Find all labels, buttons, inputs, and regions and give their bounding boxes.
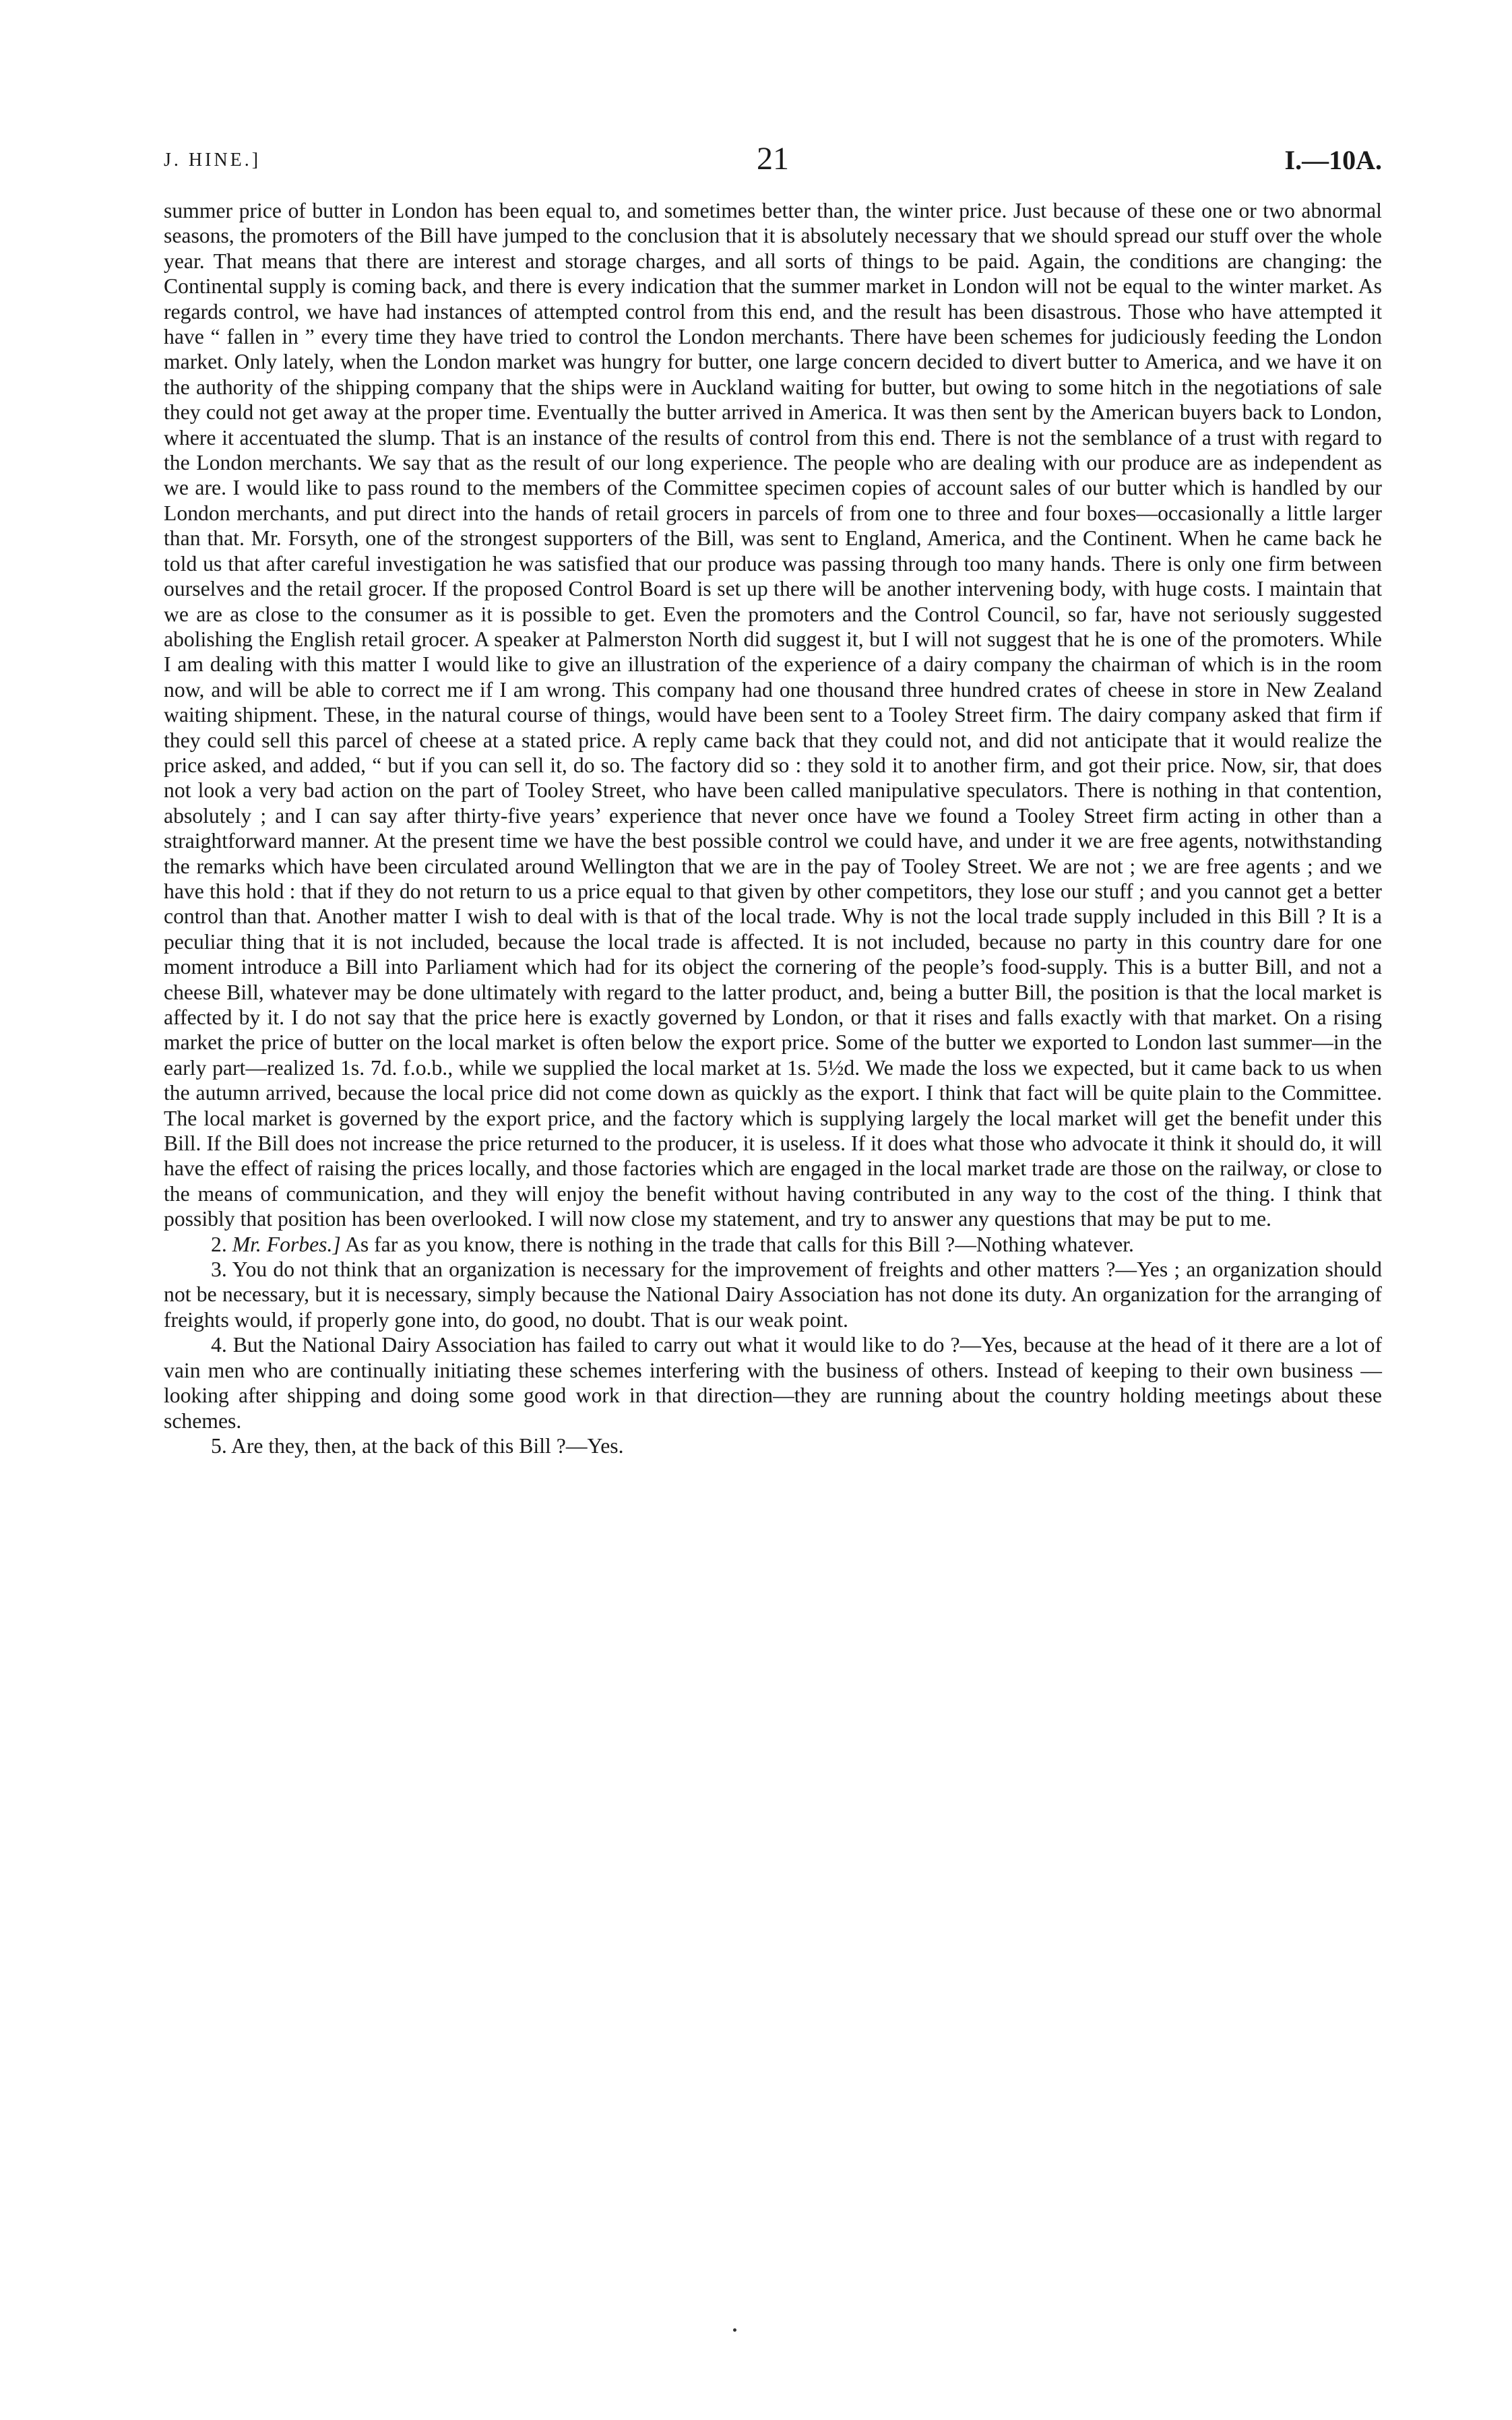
question-number: 2. bbox=[211, 1232, 227, 1256]
header-witness-name: J. HINE.] bbox=[164, 150, 261, 170]
print-speck bbox=[733, 2328, 736, 2332]
question-2 bbox=[164, 1232, 1382, 1257]
question-5 bbox=[164, 1433, 1382, 1458]
evidence-text bbox=[164, 198, 1382, 1458]
question-answer-text: Are they, then, at the back of this Bill ?—Yes. bbox=[230, 1433, 624, 1458]
questioner-name: Mr. Forbes.] bbox=[232, 1232, 341, 1256]
question-answer-text: You do not think that an organization is necessary for the improvement of freights and other matters ?—Yes ; an organization should not be necessary, but it is necessary, simply because the National Dairy Association has not done its duty. An organization for the arranging of freights would, if properly gone into, do good, no doubt. That is our weak point. bbox=[164, 1258, 1383, 1332]
paper-reference: I.—10A. bbox=[1284, 145, 1382, 175]
question-answer-text: But the National Dairy Association has failed to carry out what it would like to do ?—Yes, because at the head of it there are a lot of vain men who are continually initiating these schemes interfering with the business of others. Instead of keeping to their own business — looking after shipping and doing some good work in that direction—they are running about the country holding meetings about these schemes. bbox=[164, 1333, 1382, 1433]
statement-paragraph: summer price of butter in London has been equal to, and sometimes better than, the winter price. Just because of these one or two abnormal seasons, the promoters of the Bill have jumped to the conclusion that it is absolutely necessary that we should spread our stuff over the whole year. That means that there are interest and storage charges, and all sorts of things to be paid. Again, the conditions are changing: the Continental supply is coming back, and there is every indication that the summer market in London will not be equal to the winter market. As regards control, we have had instances of attempted control from this end, and the result has been disastrous. Those who have attempted it have “ fallen in ” every time they have tried to control the London merchants. There have been schemes for judiciously feeding the London market. Only lately, when the London market was hungry for butter, one large concern decided to divert butter to America, and we have it on the authority of the shipping company that the ships were in Auckland waiting for butter, but owing to some hitch in the negotiations of sale they could not get away at the proper time. Eventually the butter arrived in America. It was then sent by the American buyers back to London, where it accentuated the slump. That is an instance of the results of control from this end. There is not the semblance of a trust with regard to the London merchants. We say that as the result of our long experience. The people who are dealing with our produce are as independent as we are. I would like to pass round to the members of the Committee specimen copies of account sales of our butter which is handled by our London merchants, and put direct into the hands of retail grocers in parcels of from one to three and four boxes—occasionally a little larger than that. Mr. Forsyth, one of the strongest supporters of the Bill, was sent to England, America, and the Continent. When he came back he told us that after careful investigation he was satisfied that our produce was passing through too many hands. There is only one firm between ourselves and the retail grocer. If the proposed Control Board is set up there will be another intervening body, with huge costs. I maintain that we are as close to the consumer as it is possible to get. Even the promoters and the Control Council, so far, have not seriously suggested abolishing the English retail grocer. A speaker at Palmerston North did suggest it, but I will not suggest that he is one of the promoters. While I am dealing with this matter I would like to give an illustration of the experience of a dairy company the chairman of which is in the room now, and will be able to correct me if I am wrong. This company had one thousand three hundred crates of cheese in store in New Zealand waiting shipment. These, in the natural course of things, would have been sent to a Tooley Street firm. The dairy company asked that firm if they could sell this parcel of cheese at a stated price. A reply came back that they could not, and did not anticipate that it would realize the price asked, and added, “ but if you can sell it, do so. The factory did so : they sold it to another firm, and got their price. Now, sir, that does not look a very bad action on the part of Tooley Street, who have been called manipulative speculators. There is nothing in that contention, absolutely ; and I can say after thirty-five years’ experience that never once have we found a Tooley Street firm acting in other than a straightforward manner. At the present time we have the best possible control we could have, and under it we are free agents, notwithstanding the remarks which have been circulated around Wellington that we are in the pay of Tooley Street. We are not ; we are free agents ; and we have this hold : that if they do not return to us a price equal to that given by other competitors, they lose our stuff ; and you cannot get a better control than that. Another matter I wish to deal with is that of the local trade. Why is not the local trade supply included in this Bill ? It is a peculiar thing that it is not included, because the local trade is affected. It is not included, because no party in this country dare for one moment introduce a Bill into Parliament which had for its object the cornering of the people’s food-supply. This is a butter Bill, and not a cheese Bill, whatever may be done ultimately with regard to the latter product, and, being a butter Bill, the position is that the local market is affected by it. I do not say that the price here is exactly governed by London, or that it rises and falls exactly with that market. On a rising market the price of butter on the local market is often below the export price. Some of the butter we exported to London last summer—in the early part—realized 1s. 7d. f.o.b., while we supplied the local market at 1s. 5½d. We made the loss we expected, but it came back to us when the autumn arrived, because the local price did not come down as quickly as the export. I think that fact will be quite plain to the Committee. The local market is governed by the export price, and the factory which is supplying largely the local market will get the benefit under this Bill. If the Bill does not increase the price returned to the producer, it is useless. If it does what those who advocate it think it should do, it will have the effect of raising the prices locally, and those factories which are engaged in the local market trade are those on the railway, or close to the means of communication, and they will enjoy the benefit without having contributed in any way to the cost of the thing. I think that possibly that position has been overlooked. I will now close my statement, and try to answer any questions that may be put to me. bbox=[164, 199, 1382, 1231]
question-number: 4. bbox=[211, 1333, 227, 1357]
question-answer-text: As far as you know, there is nothing in the trade that calls for this Bill ?—Nothing whatever. bbox=[344, 1232, 1134, 1256]
question-3 bbox=[164, 1257, 1382, 1332]
running-header bbox=[164, 140, 1382, 181]
page-number: 21 bbox=[757, 141, 789, 177]
question-4 bbox=[164, 1332, 1382, 1433]
question-number: 3. bbox=[211, 1258, 227, 1282]
question-number: 5. bbox=[211, 1433, 227, 1458]
